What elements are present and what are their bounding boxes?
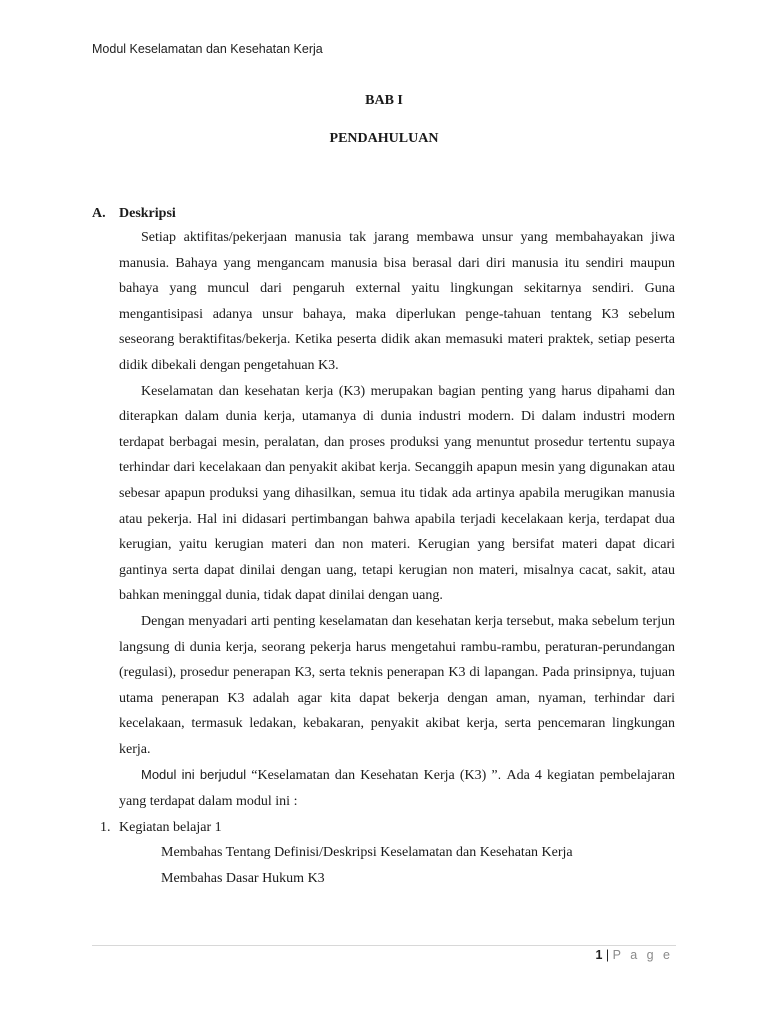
paragraph: Keselamatan dan kesehatan kerja (K3) merupakan bagian penting yang harus dipahami dan diterapkan dalam dunia kerja, utamanya di dunia industri modern. Di dalam industri modern terdapat berbagai mesin, peralatan, dan proses produksi yang menuntut prosedur tertentu supaya terhindar dari kecelakaan dan penyakit akibat kerja. Secanggih apapun mesin yang digunakan atau sebesar apapun produksi yang dihasilkan, semua itu tidak ada artinya apabila merugikan manusia atau pekerja. Hal ini didasari pertimbangan bahwa apabila terjadi kecelakaan kerja, terdapat dua kerugian, yaitu kerugian materi dan non materi. Kerugian yang bersifat materi dapat dicari gantinya serta dapat dinilai dengan uang, tetapi kerugian non materi, misalnya cacat, sakit, atau bahkan meninggal dunia, tidak dapat dinilai dengan uang. (119, 383, 675, 604)
footer-divider (92, 945, 676, 946)
module-count-text: Ada 4 kegiatan pembelajaran yang terdapat dalam modul ini : (119, 768, 675, 810)
list-number: 1. (100, 819, 111, 835)
module-period: . (497, 767, 507, 783)
page-header: Modul Keselamatan dan Kesehatan Kerja (92, 42, 323, 56)
list-subitem: Membahas Tentang Definisi/Deskripsi Keselamatan dan Kesehatan Kerja (161, 845, 573, 861)
module-title-quote: “Keselamatan dan Kesehatan Kerja (K3) ” (246, 768, 498, 784)
section-title: Deskripsi (119, 206, 176, 221)
chapter-number: BAB I (365, 93, 403, 108)
module-intro-text: Modul ini berjudul (141, 767, 247, 783)
body-text (100, 225, 675, 891)
section-number: A. (92, 206, 106, 221)
list-label: Kegiatan belajar 1 (119, 819, 222, 835)
page-footer (595, 948, 673, 962)
footer-separator: | (605, 948, 610, 962)
page-word: P a g e (612, 948, 673, 962)
section-heading (92, 206, 176, 222)
list-item (100, 815, 675, 841)
chapter-title: PENDAHULUAN (329, 131, 439, 146)
paragraph: Setiap aktifitas/pekerjaan manusia tak jarang membawa unsur yang membahayakan jiwa manusia. Bahaya yang mengancam manusia bisa berasal dari diri manusia itu sendiri maupun bahaya yang muncul dari pengaruh external yaitu lingkungan sekitarnya sendiri. Guna mengantisipasi adanya unsur bahaya, maka diperlukan penge-tahuan tentang K3 sebelum seseorang beraktifitas/bekerja. Ketika peserta didik akan memasuki materi praktek, setiap peserta didik dibekali dengan pengetahuan K3. (119, 230, 675, 373)
paragraph: Dengan menyadari arti penting keselamatan dan kesehatan kerja tersebut, maka sebelum terjun langsung di dunia kerja, seorang pekerja harus mengetahui rambu-rambu, peraturan-perundangan (regulasi), prosedur penerapan K3, serta teknis penerapan K3 di lapangan. Pada prinsipnya, tujuan utama penerapan K3 adalah agar kita dapat bekerja dengan aman, nyaman, terhindar dari kecelakaan, termasuk ledakan, kebakaran, penyakit akibat kerja, serta pencemaran lingkungan kerja. (119, 613, 675, 757)
paragraph-modules (119, 762, 675, 814)
page-number: 1 (595, 948, 603, 962)
list-subitem: Membahas Dasar Hukum K3 (161, 870, 325, 886)
